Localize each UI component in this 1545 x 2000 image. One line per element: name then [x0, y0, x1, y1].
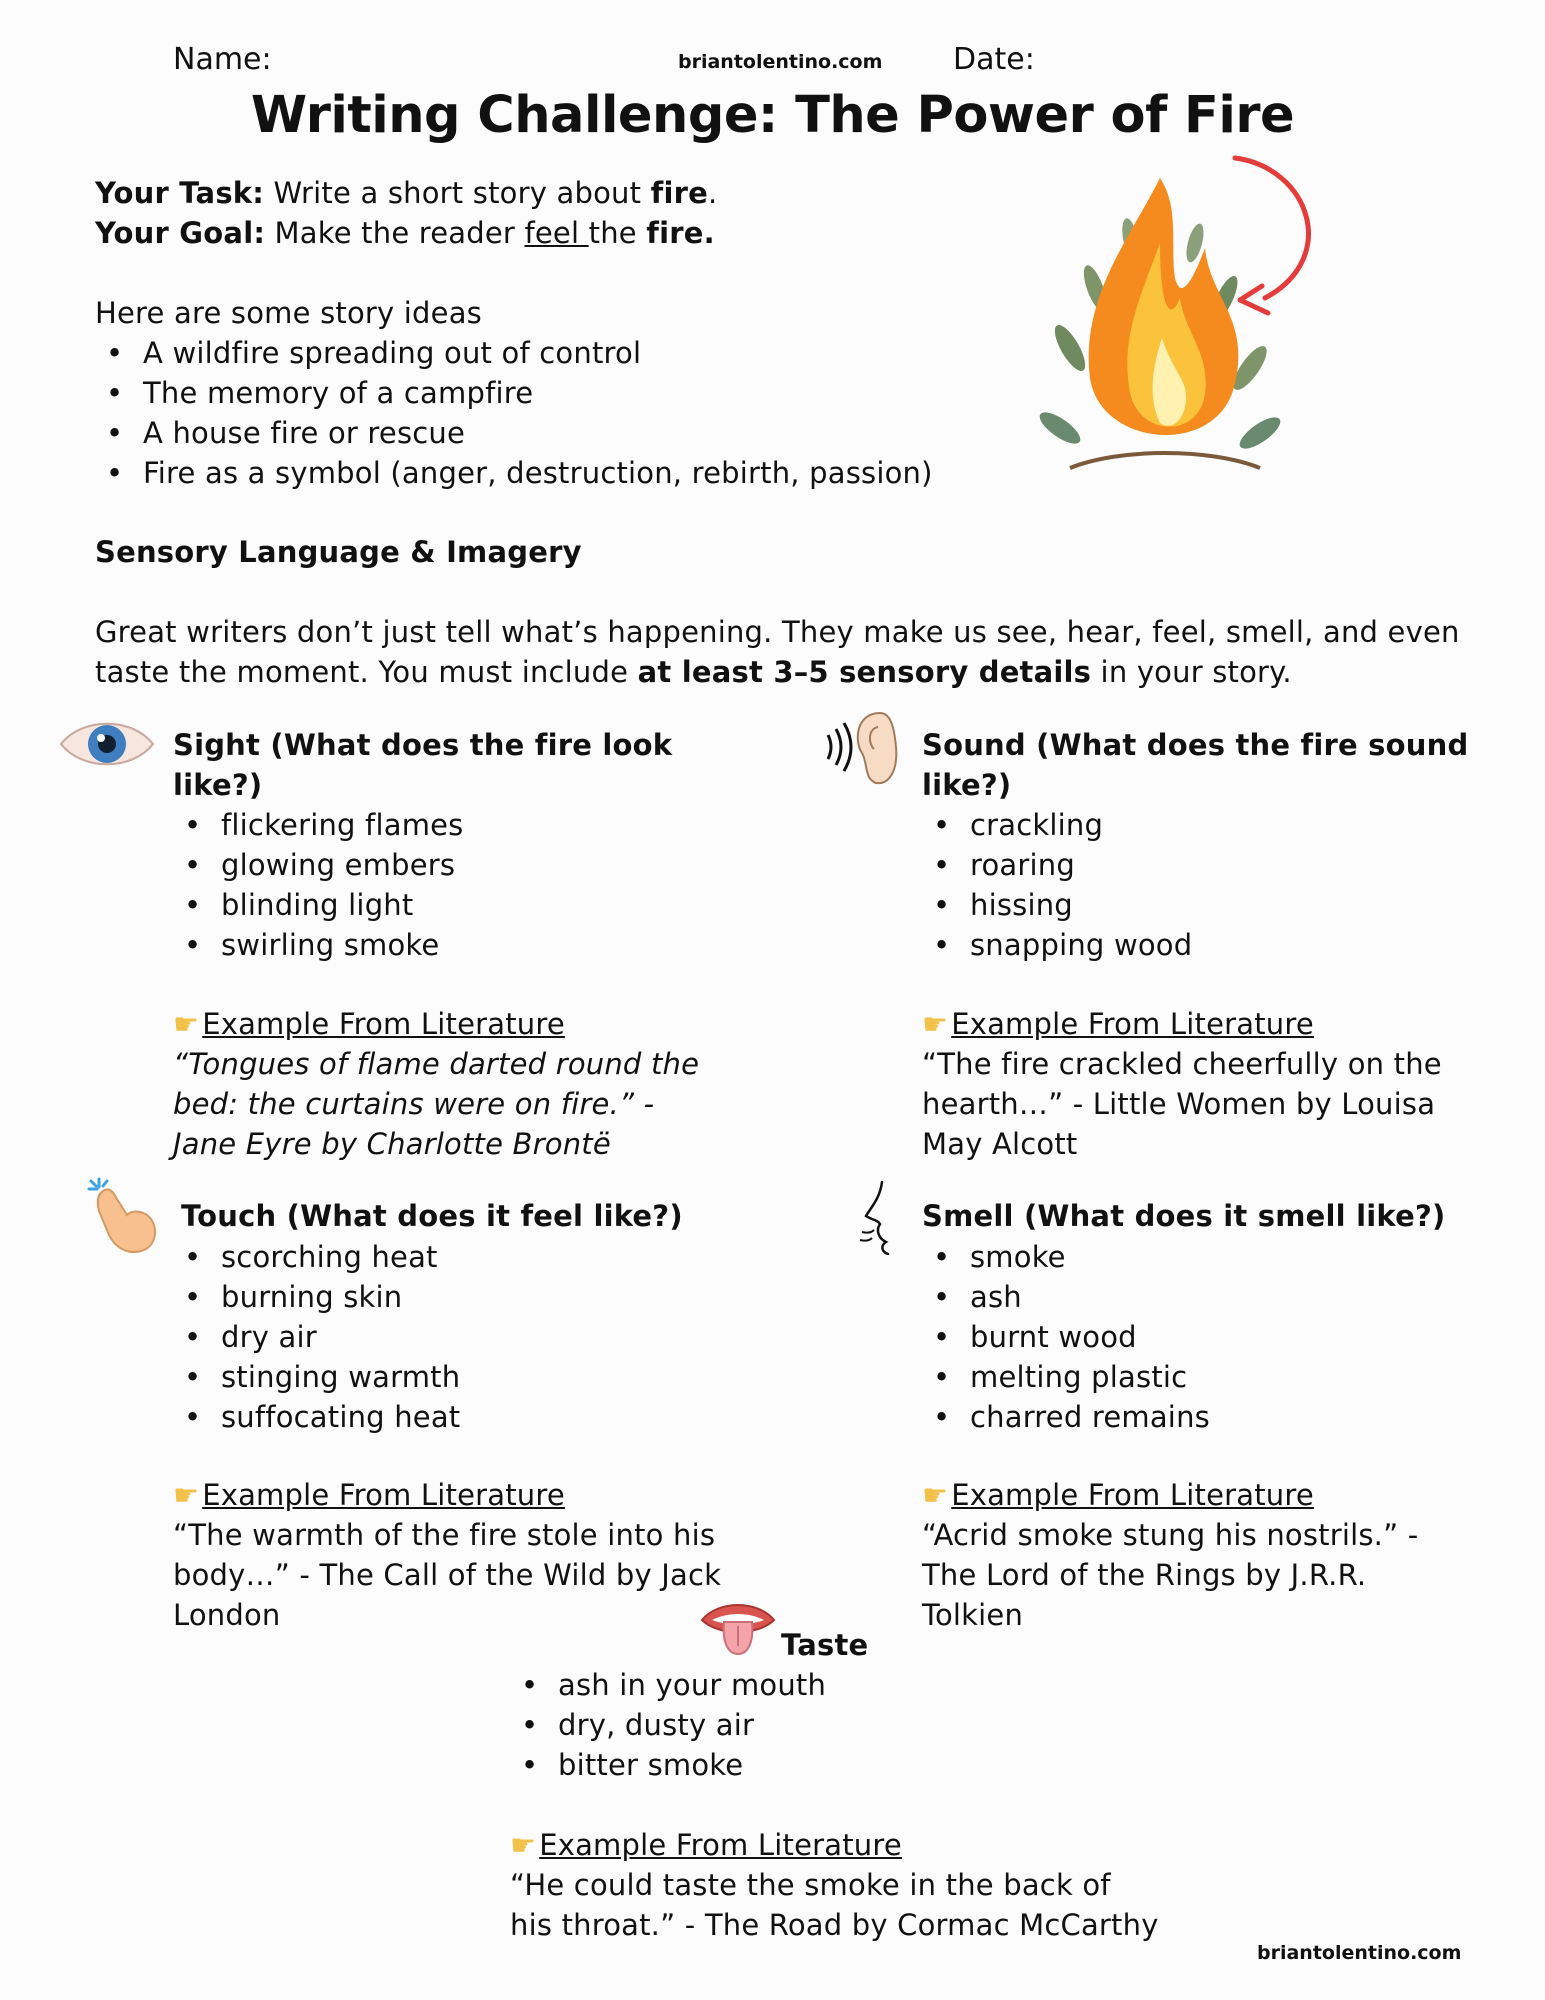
- touch-hand-icon: [85, 1175, 165, 1255]
- ideas-list: [95, 333, 933, 493]
- eye-icon: [57, 713, 157, 775]
- list-item: • roaring: [922, 845, 1192, 885]
- pointing-hand-icon: ☛: [173, 1007, 200, 1041]
- touch-quote: [173, 1515, 721, 1635]
- smell-example-label: [922, 1475, 1314, 1515]
- taste-example-label: [510, 1825, 902, 1865]
- sight-quote: [173, 1044, 699, 1164]
- ear-icon: [820, 707, 900, 787]
- task-end: .: [707, 176, 718, 210]
- sight-heading-1: Sight (What does the fire look: [173, 728, 673, 762]
- quote-line: London: [173, 1598, 281, 1632]
- goal-line: [95, 213, 715, 253]
- list-item: • dry, dusty air: [510, 1705, 826, 1745]
- sight-example-label: [173, 1004, 565, 1044]
- task-text: Write a short story about: [264, 176, 651, 210]
- quote-line: his throat.” - The Road by Cormac McCarthy: [510, 1908, 1159, 1942]
- quote-line: Jane Eyre by Charlotte Brontë: [173, 1127, 611, 1161]
- list-item: • snapping wood: [922, 925, 1192, 965]
- ground-twigs: [1070, 453, 1260, 468]
- quote-line: Tolkien: [922, 1598, 1024, 1632]
- pointing-hand-icon: ☛: [922, 1478, 949, 1512]
- page-title: Writing Challenge: The Power of Fire: [250, 86, 1295, 145]
- quote-line: bed: the curtains were on fire.” -: [173, 1087, 655, 1121]
- goal-feel: feel: [524, 216, 589, 250]
- quote-line: “Acrid smoke stung his nostrils.” -: [922, 1518, 1419, 1552]
- example-link[interactable]: Example From Literature: [202, 1478, 565, 1512]
- sensory-p2c: in your story.: [1091, 655, 1292, 689]
- quote-line: hearth…” - Little Women by Louisa: [922, 1087, 1436, 1121]
- site-watermark-bottom: briantolentino.com: [1257, 1942, 1462, 1964]
- taste-list: [510, 1665, 826, 1785]
- name-label: Name:: [173, 42, 272, 77]
- list-item: • Fire as a symbol (anger, destruction, rebirth, passion): [95, 453, 933, 493]
- list-item: • burnt wood: [922, 1317, 1210, 1357]
- pointing-hand-icon: ☛: [922, 1007, 949, 1041]
- goal-the: the: [588, 216, 647, 250]
- goal-bold: fire.: [646, 216, 715, 250]
- touch-list: [173, 1237, 460, 1437]
- sensory-p2b: at least 3–5 sensory details: [637, 655, 1092, 689]
- sight-list: [173, 805, 464, 965]
- list-item: • charred remains: [922, 1397, 1210, 1437]
- nose-icon: [858, 1180, 908, 1255]
- example-link[interactable]: Example From Literature: [202, 1007, 565, 1041]
- task-bold: fire: [650, 176, 708, 210]
- quote-line: “The warmth of the fire stole into his: [173, 1518, 716, 1552]
- list-item: • smoke: [922, 1237, 1210, 1277]
- task-label: Your Task:: [95, 176, 265, 210]
- list-item: • dry air: [173, 1317, 460, 1357]
- list-item: • flickering flames: [173, 805, 464, 845]
- list-item: • suffocating heat: [173, 1397, 460, 1437]
- list-item: • scorching heat: [173, 1237, 460, 1277]
- list-item: • stinging warmth: [173, 1357, 460, 1397]
- quote-line: body…” - The Call of the Wild by Jack: [173, 1558, 722, 1592]
- list-item: • A house fire or rescue: [95, 413, 933, 453]
- pointing-hand-icon: ☛: [510, 1828, 537, 1862]
- sound-heading-2: like?): [922, 768, 1012, 802]
- site-watermark-top: briantolentino.com: [678, 51, 883, 73]
- pointing-hand-icon: ☛: [173, 1478, 200, 1512]
- sensory-p2a: taste the moment. You must include: [95, 655, 638, 689]
- fire-illustration: [1010, 148, 1320, 498]
- sound-quote: [922, 1044, 1442, 1164]
- list-item: • blinding light: [173, 885, 464, 925]
- goal-text: Make the reader: [265, 216, 525, 250]
- sight-heading-2: like?): [173, 768, 263, 802]
- smell-heading: Smell (What does it smell like?): [922, 1199, 1446, 1233]
- sound-list: [922, 805, 1192, 965]
- quote-line: May Alcott: [922, 1127, 1078, 1161]
- list-item: • glowing embers: [173, 845, 464, 885]
- smell-list: [922, 1237, 1210, 1437]
- task-line: [95, 173, 717, 213]
- touch-example-label: [173, 1475, 565, 1515]
- smell-quote: [922, 1515, 1418, 1635]
- list-item: • crackling: [922, 805, 1192, 845]
- list-item: • The memory of a campfire: [95, 373, 933, 413]
- example-link[interactable]: Example From Literature: [951, 1007, 1314, 1041]
- list-item: • A wildfire spreading out of control: [95, 333, 933, 373]
- sound-example-label: [922, 1004, 1314, 1044]
- list-item: • hissing: [922, 885, 1192, 925]
- sensory-p1: Great writers don’t just tell what’s happening. They make us see, hear, feel, smell, and even: [95, 615, 1460, 649]
- quote-line: “Tongues of flame darted round the: [173, 1047, 700, 1081]
- ideas-intro: Here are some story ideas: [95, 296, 482, 330]
- sensory-heading: Sensory Language & Imagery: [95, 535, 582, 569]
- taste-heading: Taste: [781, 1628, 869, 1662]
- quote-line: “He could taste the smoke in the back of: [510, 1868, 1111, 1902]
- mouth-tongue-icon: [698, 1598, 778, 1658]
- date-label: Date:: [953, 42, 1035, 77]
- example-link[interactable]: Example From Literature: [539, 1828, 902, 1862]
- list-item: • ash: [922, 1277, 1210, 1317]
- list-item: • swirling smoke: [173, 925, 464, 965]
- list-item: • bitter smoke: [510, 1745, 826, 1785]
- list-item: • melting plastic: [922, 1357, 1210, 1397]
- goal-label: Your Goal:: [95, 216, 266, 250]
- taste-quote: [510, 1865, 1159, 1945]
- quote-line: The Lord of the Rings by J.R.R.: [922, 1558, 1367, 1592]
- red-arrow-curve: [1235, 158, 1308, 298]
- sensory-p2: [95, 652, 1292, 692]
- sound-heading-1: Sound (What does the fire sound: [922, 728, 1469, 762]
- list-item: • ash in your mouth: [510, 1665, 826, 1705]
- quote-line: “The fire crackled cheerfully on the: [922, 1047, 1442, 1081]
- list-item: • burning skin: [173, 1277, 460, 1317]
- touch-heading: Touch (What does it feel like?): [181, 1199, 683, 1233]
- example-link[interactable]: Example From Literature: [951, 1478, 1314, 1512]
